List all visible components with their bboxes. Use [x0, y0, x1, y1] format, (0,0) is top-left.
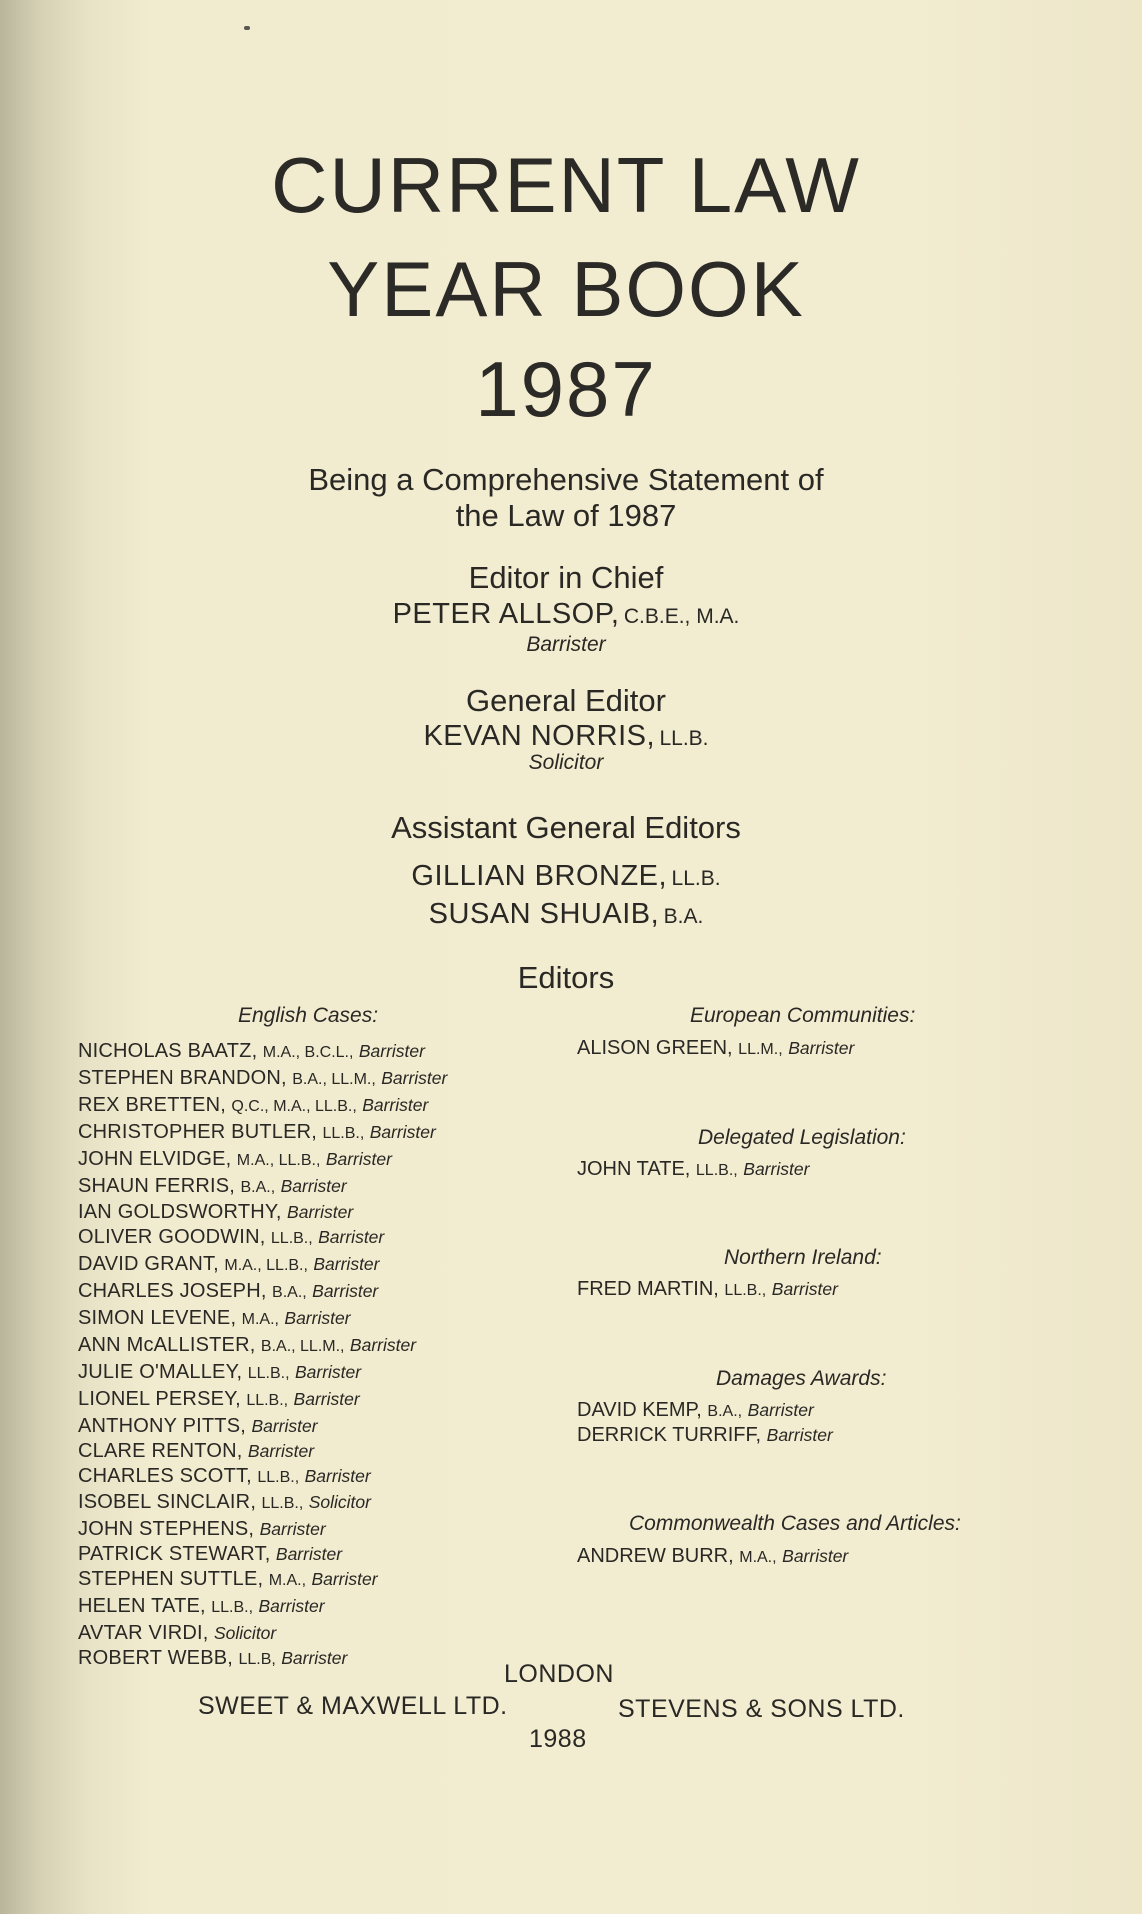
editor-designation: Barrister [284, 1308, 351, 1329]
general-editor-designation: Solicitor [528, 751, 604, 774]
imprint-publisher-left: SWEET & MAXWELL LTD. [198, 1692, 508, 1720]
english-cases-editor [78, 1360, 447, 1387]
editor-qualifications: LL.B., [270, 1230, 313, 1248]
editor-name: LIONEL PERSEY, [78, 1387, 241, 1410]
english-cases-editor [78, 1252, 447, 1279]
assistant-editor-name: SUSAN SHUAIB, [428, 898, 660, 930]
editor-designation: Barrister [251, 1415, 318, 1436]
editor-qualifications: M.A., [268, 1572, 307, 1590]
english-cases-editor [78, 1039, 447, 1066]
editor-in-chief-heading: Editor in Chief [468, 560, 664, 595]
english-cases-editor [78, 1066, 447, 1093]
editor-name: NICHOLAS BAATZ, [78, 1040, 258, 1062]
editor-designation: Barrister [304, 1465, 371, 1486]
editor-qualifications: M.A., LL.B., [224, 1257, 308, 1275]
editor-designation: Barrister [281, 1647, 348, 1668]
editor-qualifications: LL.B., [257, 1468, 300, 1486]
editor-designation: Barrister [311, 1569, 378, 1590]
book-title-line-2: YEAR BOOK [327, 245, 805, 333]
editor-designation: Barrister [782, 1546, 849, 1566]
editor-designation: Barrister [369, 1121, 436, 1142]
editor-qualifications: LL.B., [322, 1124, 365, 1142]
editor-name: ANDREW BURR, [577, 1545, 734, 1567]
english-cases-editor [78, 1567, 447, 1594]
english-cases-list [78, 1039, 447, 1673]
editor-designation: Barrister [743, 1159, 810, 1179]
editor-name: AVTAR VIRDI, [78, 1621, 209, 1644]
subtitle-line-2: the Law of 1987 [455, 498, 677, 533]
general-editor-name-line [40, 720, 1092, 753]
editor-designation: Barrister [381, 1067, 448, 1088]
editor-qualifications: B.A., LL.M., [260, 1337, 345, 1355]
northern-ireland-editor [577, 1277, 838, 1304]
damages-awards-heading: Damages Awards: [716, 1367, 887, 1390]
editor-designation: Barrister [318, 1227, 385, 1248]
english-cases-editor [78, 1147, 447, 1174]
editor-designation: Solicitor [308, 1492, 371, 1513]
english-cases-editor [78, 1542, 447, 1567]
editor-designation: Solicitor [214, 1622, 277, 1643]
editor-designation: Barrister [247, 1440, 315, 1461]
editor-designation: Barrister [312, 1281, 379, 1302]
editor-qualifications: LL.B., [246, 1391, 289, 1409]
european-communities-heading: European Communities: [690, 1004, 916, 1027]
editor-designation: Barrister [349, 1334, 417, 1355]
editor-designation: Barrister [258, 1596, 325, 1617]
editor-name: FRED MARTIN, [577, 1278, 719, 1300]
editor-name: IAN GOLDSWORTHY, [78, 1201, 282, 1224]
editor-designation: Barrister [287, 1202, 354, 1223]
editor-name: STEPHEN SUTTLE, [78, 1568, 264, 1591]
english-cases-editor [78, 1174, 447, 1201]
imprint-year: 1988 [529, 1725, 587, 1753]
english-cases-editor [78, 1517, 447, 1542]
editor-name: PATRICK STEWART, [78, 1543, 271, 1566]
editor-name: ANTHONY PITTS, [78, 1414, 247, 1437]
editor-name: CHRISTOPHER BUTLER, [78, 1120, 318, 1143]
english-cases-editor [78, 1225, 447, 1252]
editor-qualifications: B.A., [240, 1178, 276, 1196]
editor-name: CHARLES SCOTT, [78, 1464, 252, 1487]
editor-qualifications: M.A., [739, 1549, 777, 1566]
editor-qualifications: LL.B., [211, 1599, 254, 1617]
editor-qualifications: M.A., LL.B., [236, 1151, 321, 1169]
editor-name: OLIVER GOODWIN, [78, 1226, 266, 1249]
editor-designation: Barrister [325, 1148, 392, 1169]
editor-name: JOHN STEPHENS, [78, 1518, 255, 1541]
editor-name: SIMON LEVENE, [78, 1307, 237, 1330]
english-cases-editor [78, 1439, 447, 1464]
english-cases-editor [78, 1306, 447, 1333]
editor-in-chief-qualifications: C.B.E., M.A. [623, 605, 740, 628]
editor-designation: Barrister [259, 1519, 326, 1540]
editor-designation: Barrister [766, 1425, 833, 1445]
english-cases-editor [78, 1333, 447, 1360]
editor-qualifications: M.A., [241, 1311, 279, 1329]
commonwealth-editor [577, 1544, 848, 1571]
book-title-year: 1987 [475, 345, 657, 433]
editor-name: REX BRETTEN, [78, 1093, 226, 1116]
assistant-general-editors-heading: Assistant General Editors [391, 810, 741, 845]
assistant-editor-line-1 [40, 860, 1092, 893]
delegated-legislation-editor [577, 1157, 809, 1184]
imprint-publisher-right: STEVENS & SONS LTD. [618, 1695, 905, 1723]
editor-name: ROBERT WEBB, [78, 1646, 234, 1669]
editors-heading: Editors [517, 960, 615, 995]
editor-designation: Barrister [313, 1254, 380, 1275]
general-editor-heading: General Editor [466, 683, 666, 718]
editor-designation: Barrister [275, 1544, 343, 1565]
imprint-city: LONDON [504, 1660, 614, 1688]
editor-name: CLARE RENTON, [78, 1439, 243, 1462]
editor-name: JULIE O'MALLEY, [78, 1360, 243, 1383]
editor-name: SHAUN FERRIS, [78, 1174, 236, 1197]
editor-qualifications: B.A., LL.M., [292, 1070, 376, 1088]
european-communities-editor [577, 1036, 854, 1063]
english-cases-editor [78, 1093, 447, 1120]
assistant-editor-name: GILLIAN BRONZE, [411, 860, 668, 892]
editor-qualifications: M.A., B.C.L., [262, 1044, 354, 1061]
editor-designation: Barrister [293, 1388, 360, 1409]
editor-designation: Barrister [771, 1279, 838, 1299]
english-cases-editor [78, 1464, 447, 1491]
english-cases-editor [78, 1200, 447, 1225]
subtitle-line-1: Being a Comprehensive Statement of [308, 462, 824, 497]
editor-designation: Barrister [747, 1400, 814, 1420]
english-cases-editor [78, 1594, 447, 1621]
editor-designation: Barrister [294, 1361, 362, 1382]
editor-name: CHARLES JOSEPH, [78, 1280, 267, 1303]
editor-name: HELEN TATE, [78, 1595, 206, 1618]
english-cases-editor [78, 1387, 447, 1414]
english-cases-editor [78, 1414, 447, 1439]
editor-name: DERRICK TURRIFF, [577, 1424, 762, 1446]
editor-name: ISOBEL SINCLAIR, [78, 1491, 257, 1514]
general-editor-name: KEVAN NORRIS, [423, 720, 656, 752]
editor-qualifications: Q.C., M.A., LL.B., [231, 1097, 357, 1115]
english-cases-editor [78, 1120, 447, 1147]
delegated-legislation-heading: Delegated Legislation: [698, 1126, 906, 1149]
editor-qualifications: B.A., [707, 1403, 743, 1420]
assistant-editor-qualifications: LL.B. [671, 867, 721, 890]
editor-in-chief-designation: Barrister [526, 633, 606, 656]
english-cases-editor [78, 1646, 447, 1673]
editor-name: JOHN ELVIDGE, [78, 1147, 232, 1170]
editor-name: JOHN TATE, [577, 1158, 691, 1180]
editor-name: STEPHEN BRANDON, [78, 1066, 287, 1089]
damages-awards-editor-1 [577, 1398, 814, 1425]
editor-designation: Barrister [362, 1094, 429, 1115]
editor-in-chief-name: PETER ALLSOP, [392, 598, 620, 630]
english-cases-editor [78, 1621, 447, 1646]
english-cases-editor [78, 1490, 447, 1517]
general-editor-qualifications: LL.B. [659, 727, 709, 750]
editor-name: ALISON GREEN, [577, 1037, 733, 1059]
ink-speck [244, 26, 250, 30]
editor-qualifications: LL.B., [695, 1162, 738, 1179]
editor-qualifications: LL.M., [738, 1041, 783, 1058]
editor-name: DAVID KEMP, [577, 1399, 702, 1421]
editor-designation: Barrister [358, 1041, 425, 1061]
commonwealth-heading: Commonwealth Cases and Articles: [629, 1512, 961, 1535]
editor-designation: Barrister [280, 1175, 347, 1196]
assistant-editor-qualifications: B.A. [663, 905, 704, 928]
editor-name: DAVID GRANT, [78, 1253, 219, 1276]
english-cases-editor [78, 1279, 447, 1306]
editor-qualifications: LL.B., [724, 1282, 767, 1299]
northern-ireland-heading: Northern Ireland: [724, 1246, 882, 1269]
editor-designation: Barrister [788, 1038, 855, 1058]
editor-name: ANN McALLISTER, [78, 1333, 256, 1356]
book-title-line-1: CURRENT LAW [271, 141, 861, 229]
editor-qualifications: LL.B, [238, 1650, 276, 1668]
editor-qualifications: B.A., [272, 1284, 307, 1302]
editor-qualifications: LL.B., [261, 1495, 304, 1513]
assistant-editor-line-2 [40, 898, 1092, 931]
damages-awards-editor-2 [577, 1423, 833, 1448]
editor-in-chief-name-line [40, 598, 1092, 631]
editor-qualifications: LL.B., [247, 1364, 290, 1382]
english-cases-heading: English Cases: [238, 1004, 379, 1027]
